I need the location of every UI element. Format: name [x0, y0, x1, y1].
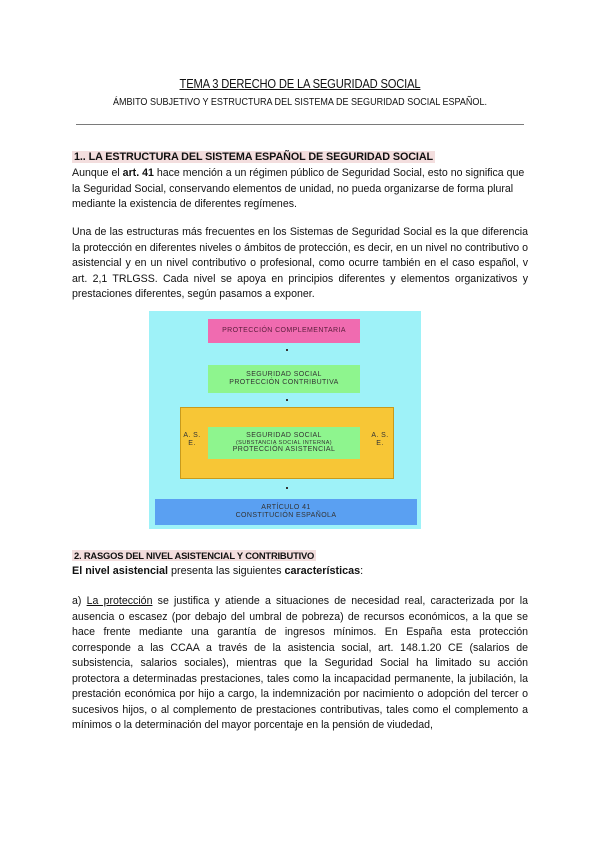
ase-left-label: A. S. E.: [183, 432, 201, 447]
connector-dot: [286, 487, 288, 489]
constitution-label-line-1: ARTÍCULO 41: [261, 504, 311, 511]
contributive-label-line-1: SEGURIDAD SOCIAL: [246, 371, 322, 378]
assistance-label-line-2: (SUBSTANCIA SOCIAL INTERNA): [235, 440, 333, 446]
document-title: TEMA 3 DERECHO DE LA SEGURIDAD SOCIAL: [179, 76, 421, 91]
protection-levels-diagram: [149, 311, 421, 529]
diagram-complementary-box: [208, 319, 360, 343]
section-2-paragraph-a: [72, 594, 528, 734]
constitution-label-line-2: CONSTITUCIÓN ESPAÑOLA: [235, 512, 337, 519]
p1-text-end: hace mención a un régimen público de Seguridad Social, esto no significa que la Seguridad Social, conservando elementos de unidad, no pueda organizarse de forma plural mediante la existencia de diferentes regímenes.: [72, 167, 525, 211]
connector-dot: [286, 349, 288, 351]
complementary-label: PROTECCIÓN COMPLEMENTARIA: [222, 327, 346, 334]
intro-colon: :: [360, 565, 364, 577]
assistance-label-line-3: PROTECCIÓN ASISTENCIAL: [232, 446, 336, 453]
intro-text: presenta las siguientes: [168, 565, 285, 577]
document-subtitle: ÁMBITO SUBJETIVO Y ESTRUCTURA DEL SISTEMA DE SEGURIDAD SOCIAL ESPAÑOL.: [112, 96, 487, 108]
section-1-heading: 1.. LA ESTRUCTURA DEL SISTEMA ESPAÑOL DE SEGURIDAD SOCIAL: [74, 151, 434, 163]
section-1-paragraph-2: Una de las estructuras más frecuentes en los Sistemas de Seguridad Social es la que diferencia la protección en diferentes niveles o ámbitos de protección, es decir, en un nivel no contributivo o asistencial y en un nivel contributivo o profesional, como ocurre también en el caso español, v art. 2,1 TRLGSS. Cada nivel se apoya en principios diferentes y elementos organizativos y prestaciones diferentes, según pasamos a exponer.: [72, 226, 528, 301]
diagram-contributive-box: [208, 365, 360, 393]
p1-bold-article: art. 41: [122, 167, 154, 179]
assistance-label-line-1: SEGURIDAD SOCIAL: [246, 432, 322, 439]
intro-bold-characteristics: características: [284, 565, 361, 577]
contributive-label-line-2: PROTECCIÓN CONTRIBUTIVA: [229, 379, 339, 386]
section-2-intro: [72, 564, 528, 580]
section-1-paragraph-1: [72, 166, 528, 213]
paragraph-a-text: se justifica y atiende a situaciones de necesidad real, caracterizada por la ausencia o escasez (por debajo del umbral de pobreza) de recursos económicos, a la que se hace frente mediante una garantía de ingresos mínimos. En España esta protección corresponde a las CCAA a través de la asistencia social, art. 148.1.20 CE (salarios de subsistencia, salarios sociales), mientras que la Seguridad Social ha limitado su acción protectora a determinadas prestaciones, tales como la incapacidad permanente, la jubilación, la prestación económica por hijo a cargo, la indemnización por nacimiento o adopción del tercer o sucesivos hijos, o al complemento de prestaciones contributivas, tales como el complemento a mínimos o la determinación del mayor porcentaje en la pensión de viudedad,: [72, 595, 528, 731]
header-divider: [76, 124, 524, 125]
ase-right-label: A. S. E.: [371, 432, 389, 447]
paragraph-a-underlined: La protección: [86, 595, 153, 607]
section-2-heading: 2. RASGOS DEL NIVEL ASISTENCIAL Y CONTRIBUTIVO: [74, 550, 315, 561]
diagram-assistance-box: [208, 427, 360, 459]
diagram-constitution-box: [155, 499, 417, 525]
paragraph-a-prefix: a): [72, 595, 87, 607]
intro-bold-level: El nivel asistencial: [72, 565, 169, 577]
p1-text-start: Aunque el: [72, 167, 123, 179]
connector-dot: [286, 399, 288, 401]
